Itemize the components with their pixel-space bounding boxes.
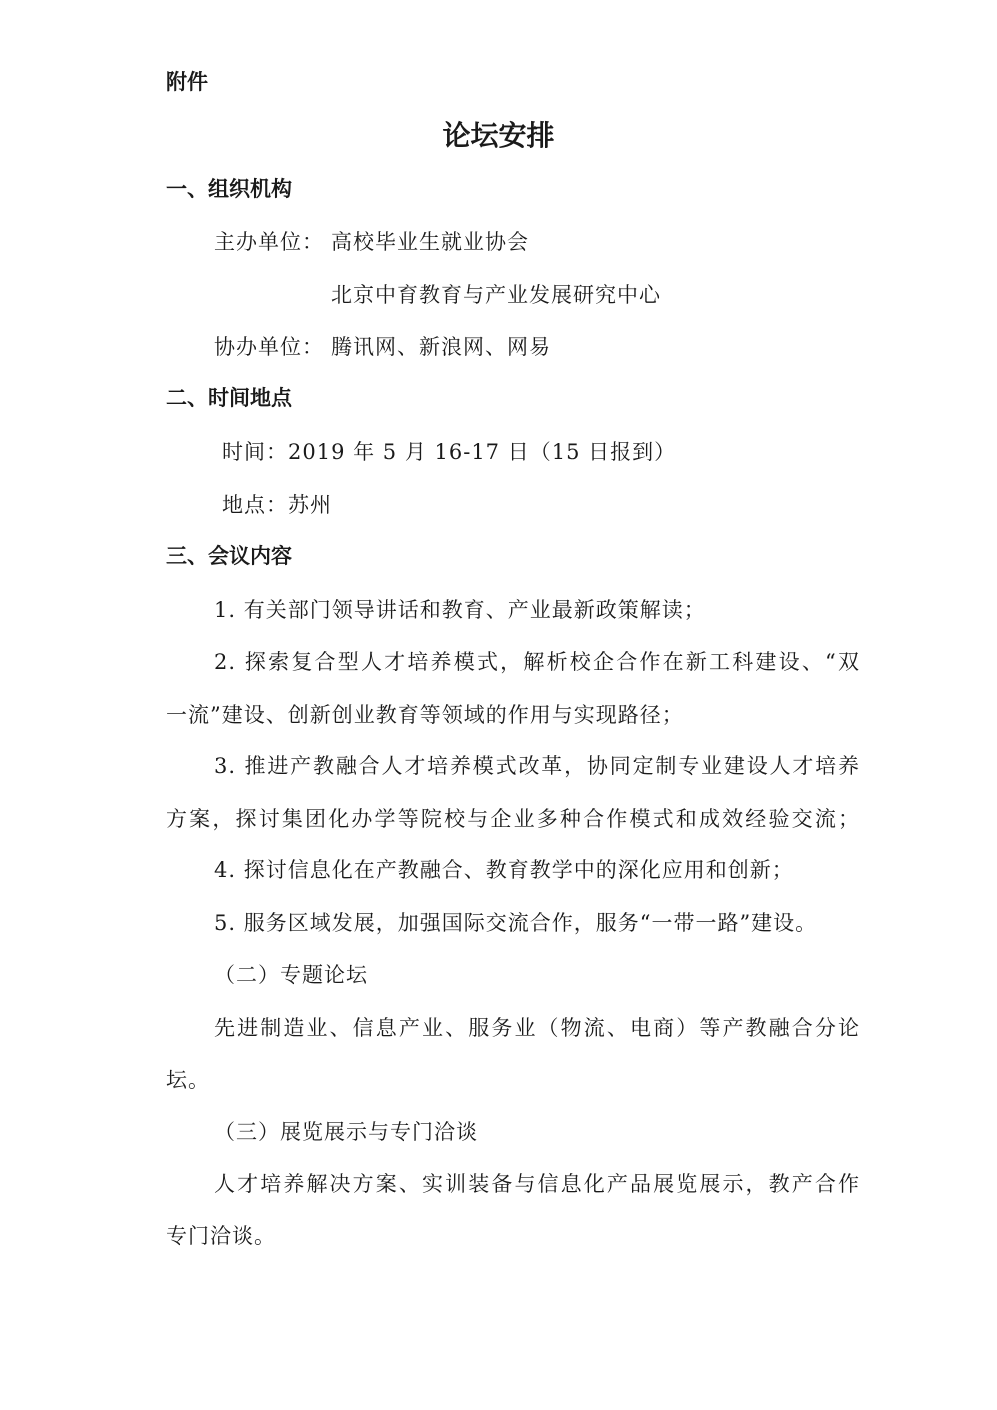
- content-item-2-line-1: 2. 探索复合型人才培养模式，解析校企合作在新工科建设、“双: [214, 650, 860, 674]
- host-line-1: 高校毕业生就业协会: [331, 230, 529, 254]
- content-item-1: 1. 有关部门领导讲话和教育、产业最新政策解读；: [214, 598, 706, 622]
- subheading-topic-forum: （二）专题论坛: [214, 963, 368, 987]
- section-heading-content: 三、会议内容: [166, 544, 292, 568]
- content-item-2-line-2: 一流”建设、创新创业教育等领域的作用与实现路径；: [166, 703, 684, 727]
- co-host-value: 腾讯网、新浪网、网易: [331, 335, 551, 359]
- attachment-label: 附件: [166, 70, 208, 94]
- host-line-2: 北京中育教育与产业发展研究中心: [331, 283, 661, 307]
- section-heading-time-place: 二、时间地点: [166, 386, 292, 410]
- section-heading-organization: 一、组织机构: [166, 177, 292, 201]
- exhibition-line-2: 专门洽谈。: [166, 1224, 276, 1248]
- co-host-label: 协办单位：: [214, 335, 324, 359]
- exhibition-line-1: 人才培养解决方案、实训装备与信息化产品展览展示，教产合作: [214, 1172, 860, 1196]
- content-item-3-line-2: 方案，探讨集团化办学等院校与企业多种合作模式和成效经验交流；: [166, 807, 860, 831]
- subheading-exhibition: （三）展览展示与专门洽谈: [214, 1120, 478, 1144]
- content-item-5: 5. 服务区域发展，加强国际交流合作，服务“一带一路”建设。: [214, 911, 818, 935]
- topic-forum-line-2: 坛。: [166, 1068, 210, 1092]
- content-item-4: 4. 探讨信息化在产教融合、教育教学中的深化应用和创新；: [214, 858, 794, 882]
- document-title: 论坛安排: [442, 119, 555, 152]
- content-item-3-line-1: 3. 推进产教融合人才培养模式改革，协同定制专业建设人才培养: [214, 754, 860, 778]
- host-label: 主办单位：: [214, 230, 324, 254]
- time-line: 时间：2019 年 5 月 16-17 日（15 日报到）: [222, 440, 677, 464]
- place-line: 地点：苏州: [222, 493, 332, 517]
- topic-forum-line-1: 先进制造业、信息产业、服务业（物流、电商）等产教融合分论: [214, 1016, 860, 1040]
